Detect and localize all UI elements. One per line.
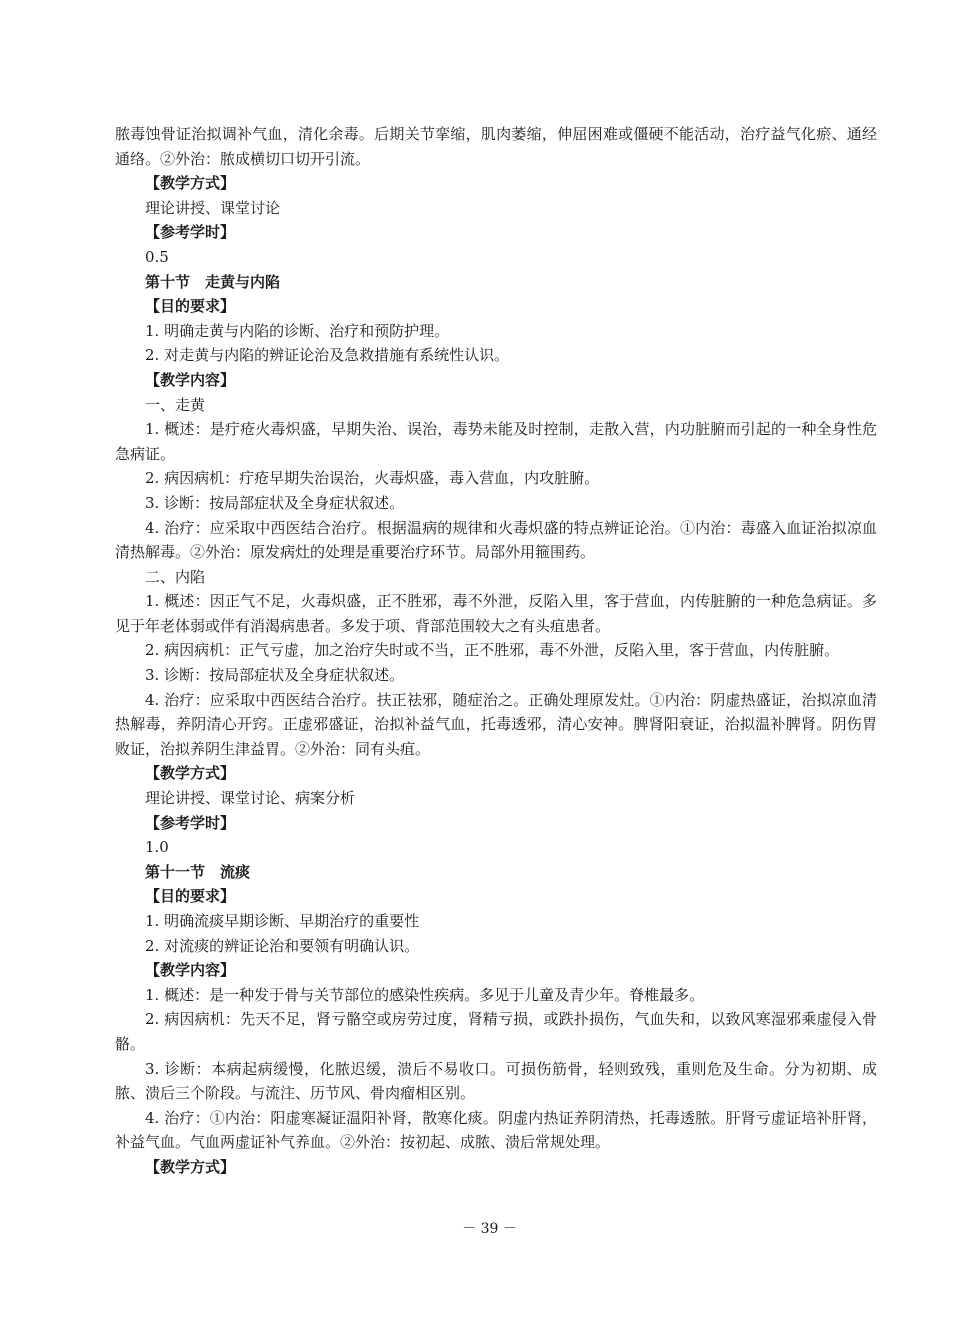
section-heading: 【教学方式】 [145,1157,236,1176]
body-paragraph: 3. 诊断：本病起病缓慢，化脓迟缓，溃后不易收口。可损伤筋骨，轻则致残，重则危及生命。分为初期、成脓、溃后三个阶段。与流注、历节风、骨肉瘤相区别。 [115,1059,877,1103]
section-heading: 【目的要求】 [145,887,236,906]
section-heading: 【教学方式】 [145,174,236,193]
page-body [115,122,877,1180]
section-heading: 第十一节 流痰 [145,862,251,881]
body-paragraph: 1. 概述：因正气不足，火毒炽盛，正不胜邪，毒不外泄，反陷入里，客于营血，内传脏腑的一种危急病证。多见于年老体弱或伴有消渴病患者。多发于项、背部范围较大之有头疽患者。 [115,592,877,635]
page-number: － 39 － [462,1221,517,1237]
body-paragraph: 0.5 [145,247,169,266]
body-paragraph: 二、内陷 [145,567,206,586]
body-paragraph: 一、走黄 [145,395,206,414]
body-paragraph: 1. 概述：是一种发于骨与关节部位的感染性疾病。多见于儿童及青少年。脊椎最多。 [145,985,705,1004]
body-paragraph: 1. 明确走黄与内陷的诊断、治疗和预防护理。 [145,321,450,340]
section-heading: 【参考学时】 [145,223,236,242]
body-paragraph: 脓毒蚀骨证治拟调补气血，清化余毒。后期关节挛缩，肌肉萎缩，伸屈困难或僵硬不能活动，治疗益气化瘀、通经通络。②外治：脓成横切口切开引流。 [115,125,877,168]
body-paragraph: 2. 对走黄与内陷的辨证论治及急救措施有系统性认识。 [145,346,510,365]
section-heading: 第十节 走黄与内陷 [145,272,281,291]
body-paragraph: 3. 诊断：按局部症状及全身症状叙述。 [145,493,405,512]
body-paragraph: 2. 病因病机：疔疮早期失治误治，火毒炽盛，毒入营血，内攻脏腑。 [145,469,600,488]
section-heading: 【目的要求】 [145,297,236,316]
body-paragraph: 1.0 [145,838,169,857]
section-heading: 【教学方式】 [145,764,236,783]
section-heading: 【教学内容】 [145,961,236,980]
body-paragraph: 2. 对流痰的辨证论治和要领有明确认识。 [145,936,420,955]
body-paragraph: 2. 病因病机：先天不足，肾亏骼空或房劳过度，肾精亏损，或跌扑损伤，气血失和，以致风寒湿邪乘虚侵入骨骼。 [115,1010,877,1053]
body-paragraph: 3. 诊断：按局部症状及全身症状叙述。 [145,666,405,685]
body-paragraph: 4. 治疗：应采取中西医结合治疗。根据温病的规律和火毒炽盛的特点辨证论治。①内治：毒盛入血证治拟凉血清热解毒。②外治：原发病灶的处理是重要治疗环节。局部外用箍围药。 [115,518,877,562]
body-paragraph: 4. 治疗：应采取中西医结合治疗。扶正祛邪，随症治之。正确处理原发灶。①内治：阴虚热盛证，治拟凉血清热解毒，养阴清心开窍。正虚邪盛证，治拟补益气血，托毒透邪，清心安神。脾肾阳衰证，治拟温补脾肾。阴伤胃败证，治拟养阴生津益胃。②外治：同有头疽。 [115,690,877,758]
section-heading: 【教学内容】 [145,370,236,389]
body-paragraph: 1. 明确流痰早期诊断、早期治疗的重要性 [145,912,420,930]
body-paragraph: 2. 病因病机：正气亏虚，加之治疗失时或不当，正不胜邪，毒不外泄，反陷入里，客于营血，内传脏腑。 [145,641,840,660]
section-heading: 【参考学时】 [145,813,236,832]
body-paragraph: 理论讲授、课堂讨论、病案分析 [145,789,356,808]
body-paragraph: 4. 治疗：①内治：阳虚寒凝证温阳补肾，散寒化痰。阴虚内热证养阴清热，托毒透脓。肝肾亏虚证培补肝肾，补益气血。气血两虚证补气养血。②外治：按初起、成脓、溃后常规处理。 [115,1108,877,1152]
body-paragraph: 1. 概述：是疔疮火毒炽盛，早期失治、误治，毒势未能及时控制，走散入营，内功脏腑而引起的一种全身性危急病证。 [115,420,877,463]
body-paragraph: 理论讲授、课堂讨论 [145,198,281,217]
